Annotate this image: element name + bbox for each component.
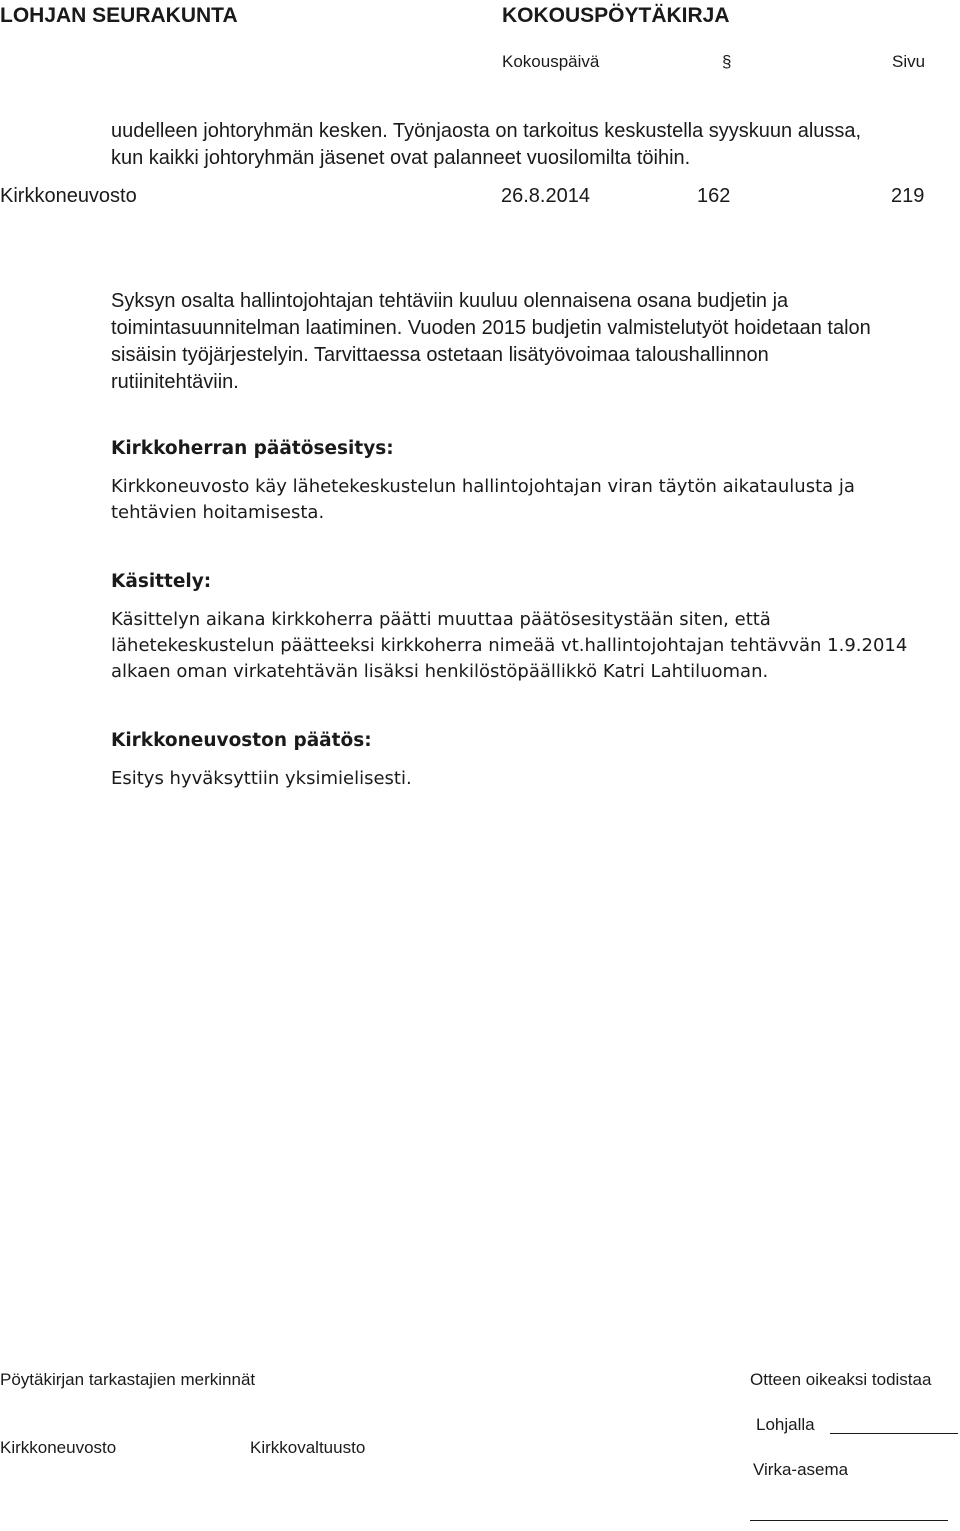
paragraph-line-4: rutiinitehtäviin. bbox=[111, 371, 239, 393]
certified-label: Otteen oikeaksi todistaa bbox=[750, 1370, 932, 1389]
handling-line-3: alkaen oman virkatehtävän lisäksi henkilöstöpäällikkö Katri Lahtiluoman. bbox=[111, 661, 769, 682]
decision-text: Esitys hyväksyttiin yksimielisesti. bbox=[111, 768, 412, 789]
handling-line-1: Käsittelyn aikana kirkkoherra päätti muuttaa päätösesitystään siten, että bbox=[111, 609, 771, 630]
proposal-line-2: tehtävien hoitamisesta. bbox=[111, 502, 325, 523]
place-label: Lohjalla bbox=[756, 1415, 815, 1434]
organization-name: LOHJAN SEURAKUNTA bbox=[0, 4, 238, 27]
handling-heading: Käsittely: bbox=[111, 571, 212, 592]
handling-line-2: lähetekeskustelun päätteeksi kirkkoherra nimeää vt.hallintojohtajan tehtävvän 1.9.2014 bbox=[111, 635, 908, 656]
meeting-date-label: Kokouspäivä bbox=[502, 52, 600, 71]
place-signature-line bbox=[830, 1433, 958, 1434]
page-label: Sivu bbox=[892, 52, 926, 71]
document-type: KOKOUSPÖYTÄKIRJA bbox=[502, 4, 730, 27]
paragraph-line-1: Syksyn osalta hallintojohtajan tehtäviin kuuluu olennaisena osana budjetin ja bbox=[111, 290, 789, 312]
section-number: 162 bbox=[697, 185, 731, 207]
intro-line-1: uudelleen johtoryhmän kesken. Työnjaosta on tarkoitus keskustella syyskuun alussa, bbox=[111, 120, 862, 142]
page-number: 219 bbox=[891, 185, 925, 207]
decision-heading: Kirkkoneuvoston päätös: bbox=[111, 730, 372, 751]
position-label: Virka-asema bbox=[753, 1460, 849, 1479]
position-signature-line bbox=[750, 1520, 948, 1521]
section-mark: § bbox=[722, 52, 732, 71]
meeting-date: 26.8.2014 bbox=[501, 185, 590, 207]
intro-line-2: kun kaikki johtoryhmän jäsenet ovat palanneet vuosilomilta töihin. bbox=[111, 147, 691, 169]
footer-col-kirkkovaltuusto: Kirkkovaltuusto bbox=[250, 1438, 366, 1457]
proposal-line-1: Kirkkoneuvosto käy lähetekeskustelun hallintojohtajan viran täytön aikataulusta ja bbox=[111, 476, 855, 497]
paragraph-line-2: toimintasuunnitelman laatiminen. Vuoden 2015 budjetin valmistelutyöt hoidetaan talon bbox=[111, 317, 871, 339]
meeting-body: Kirkkoneuvosto bbox=[0, 185, 137, 207]
proposal-heading: Kirkkoherran päätösesitys: bbox=[111, 438, 394, 459]
footer-col-kirkkoneuvosto: Kirkkoneuvosto bbox=[0, 1438, 117, 1457]
reviewers-label: Pöytäkirjan tarkastajien merkinnät bbox=[0, 1370, 256, 1389]
paragraph-line-3: sisäisin työjärjestelyin. Tarvittaessa ostetaan lisätyövoimaa taloushallinnon bbox=[111, 344, 769, 366]
